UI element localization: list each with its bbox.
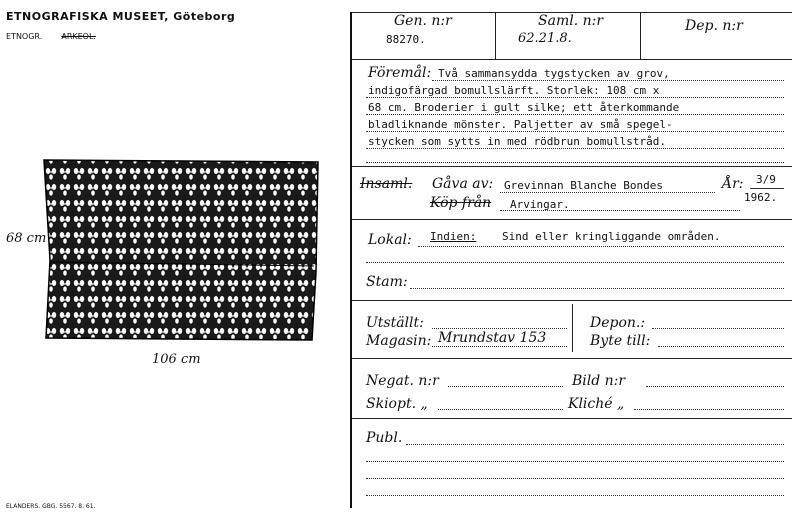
textile-sketch [30,150,340,350]
dep-nr-label: Dep. n:r [685,18,743,34]
insaml-label: Insaml. [360,176,413,192]
arkeol-label: ARKEOL. [61,32,96,41]
stam-label: Stam: [366,274,408,290]
etnogr-label: ETNOGR. [6,32,43,41]
museum-name: ETNOGRAFISKA MUSEET, Göteborg [6,10,236,23]
foremal-line-2: indigofärgad bomullslärft. Storlek: 108 cm x [368,84,660,97]
header-bottom-border [352,59,792,60]
gava-label: Gåva av: [432,176,494,192]
negat-nr-label: Negat. n:r [366,373,439,389]
bild-nr-label: Bild n:r [572,373,626,389]
foremal-line-3: 68 cm. Broderier i gult silke; ett återkommande [368,101,680,114]
lokal-place: Sind eller kringliggande områden. [502,230,721,243]
category-line [6,32,96,41]
saml-nr-value: 62.21.8. [518,31,572,46]
saml-nr-label: Saml. n:r [538,13,604,29]
ar-value-1: 3/9 [756,173,776,186]
byte-till-label: Byte till: [590,333,651,349]
ar-value-2: 1962. [744,191,778,204]
lokal-label: Lokal: [368,232,412,248]
gava-value: Grevinnan Blanche Bondes [504,179,663,192]
lokal-region: Indien: [430,230,477,243]
foremal-line-1: Två sammansydda tygstycken av grov, [438,67,670,80]
kliche-label: Kliché „ [568,396,625,412]
kop-fran-label: Köp från [430,195,492,211]
publ-label: Publ. [366,430,403,446]
gen-nr-value: 88270. [386,33,426,46]
ar-label: År: [722,176,744,192]
magasin-value: Mrundstav 153 [438,330,547,346]
skiopt-label: Skiopt. „ [366,396,428,412]
depon-label: Depon.: [590,315,646,331]
acq-line-2: Arvingar. [510,198,570,211]
width-dimension-label: 106 cm [152,352,201,367]
magasin-label: Magasin: [366,333,432,349]
utstallt-label: Utställt: [366,315,424,331]
height-dimension-label: 68 cm [6,231,47,246]
card-divider [350,12,352,508]
printer-imprint: ELANDERS. GBG. 5567. 8. 61. [6,503,96,510]
foremal-line-5: stycken som sytts in med rödbrun bomullstråd. [368,135,667,148]
foremal-line-4: bladliknande mönster. Paljetter av små spegel- [368,118,673,131]
gen-nr-label: Gen. n:r [394,13,452,29]
foremal-label: Föremål: [368,65,432,81]
